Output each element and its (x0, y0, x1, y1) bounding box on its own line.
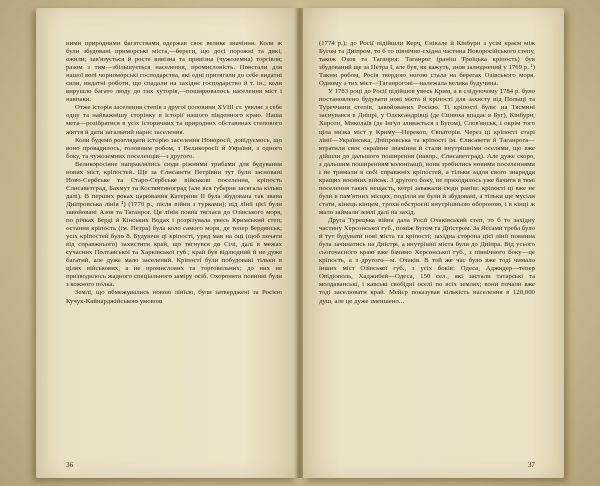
left-page-number: 36 (66, 461, 73, 469)
paragraph: У 1783 році до Росії підійшов увесь Крим, а в слідуючому 1784 р. було постановлено будувати нові міста й кріпості для захисту від Польщі та Туреччини степів, завойованих Росією. Ті кріпості були: на Тясмині заснувався в Дніпрі, у Олександрівці (де Синюха впадає в Буг), Кінбурн, Херсон, Миколаїв (де Інгул зливається з Бугом), Слов'янськ, і окрім того ціла низка міст у Криму—Перекоп, Євпаторія. Через ці кріпості старі лінії—Українська, Дніпровська та кріпості ім. Єлисавети й Таганрога—втратили своє окраїнне значіння й стали внутрішніми оселями, що вже дійшли до дальшого поширення (навпр., Єлисаветград). Але дуже скоро, з дальшим поширенням колонізації, вони зробились новими поселеннями і не тримали в собі справжніх кріпостей, а тільки задля свого знаряддя кращих воєнних військ. З другого боку, не приходилось уже бачити в тямі поселення таких нещасть, котрі заважали сюди раніш: кріпості ці вже не були в пам'ятних місцях, поділля не були й збудовані, а тільки ще мусіли стати, кінець кінцем, трохи обстроєні внутрішньою обороною, і в кінці ж мало займали землі далі на захід. (319, 88, 535, 216)
paragraph: ними природними багатствами одержав своє велике значіння. Коли ж були збудовані приморські міста,—береги, що досі порожні та дикі, ожили; зав'язується й росте вивізна та привізна (чужоземна) торгівля; разом з тим—збільшується населення, промисловість. Повстали для нашої волі чорноморські господарства, які одні притягали до себе видатні сили, видатні роботи, що спадали на західнє господарство й т. ін.; коли вирушло багато люду до тих хуторів,—поширювалось населення міст і навпаки. (66, 40, 282, 104)
paragraph: Друга Турецька війна дала Росії Очаківський степ, то б то західну частину Херсонської губ., поміж Бугом та Дністром. За Яссами треба було й тут будувати нові міста та кріпості; західна сторона цієї лінії повинна була зачинатись на Дністрі, а внутрішні міста були до Дніпра. Від усього сьогочасного краю вже бачимо Херсонської губ., з північного боку—це кріпость, а з другого—м. Очаків. В той же час було вже тоді чимало інших міст Озівської губ., з усіх боків: Одеса, Аджидер—тепер Овідіополь, Хаджибей—Одеса, 150 сел., які застали татарські та молдаванські, і кавські свобідні оселі по всіх землях; вони почали вже тоді заселювати край. Мейєр показував кількість населення в 120,000 душ, але це дуже зменшено... (319, 217, 535, 305)
paragraph: Коли будемо розглядати історію заселення Новоросії, довідуємось, що воно провадилось, головним робом, з Великоросії й України, з одного боку, та чужоземних поселенців—з другого. (66, 136, 282, 160)
paragraph: Землі, що обмежувались новою лінією, були затверджені за Росією Кучук-Кайнарджійською умовою (66, 289, 282, 305)
right-page-number: 37 (528, 461, 535, 469)
right-page-text (319, 40, 535, 452)
left-page-text (66, 40, 282, 452)
paragraph: Великоросіяне направлялись сюди ріжними трибами для будування нових міст, кріпостей. Ще за Єлисавети Петрівни тут були засновані Ново-Сербське та Старо-Сербське військові поселення, кріпость Єлисаветград, Бахмут та Костянтиноград (але вся ґуберня засягала кілько далі). В перших роках царювання Катерини II була збудована так звана Дніпровська лінія ¹) (1770 р., після війни з турками); від лінії цієї були завойовані Азов та Таганрог. Ця лінія повна тяглася до Озівського моря, по річках Берді й Кінських Водах і розрізувала увесь Кримський степ; остання кріпость (ім. Петра) була коло самого моря, де тепер Бердянськ; усіх кріпостей було 8. Будуючи ці кріпості, уряд мав на оці (щоб почати від справжнього) захистити край, що тягнувся до Січі, далі в межах сучасних Полтавської та Харківської губ.; край був відлюдний й не дуже багатий, але дуже мало заселений. Кріпості були побудовані тільки в цілях військових, а не промислових та торговельних; до них не призводилось жадного спеціального заміру осіб. Охороняти повинні були з кожного полка. (66, 160, 282, 289)
right-page (303, 8, 564, 478)
paragraph: Отже історія заселення степів з другої половини XVIII ст. уявляє з себе одну та найважнішу сторінку в історії нашого південного краю. Наша мета—розібратися в усіх історичних та природних обставинах степового життя й дати загальний нарис заселення. (66, 104, 282, 136)
left-page (36, 8, 297, 478)
paragraph: (1774 р.); до Росії підійшли Керч, Єнікале й Кінбурн з усім краєм між Бугом та Дніпром, то б то північно-східна частина Новоросійського степу, також Озов та Таганрог. Таганрог (раніш Троїцька кріпость) був збудований ще за Петра І, але був, як кажуть, знов залюднений у 1769 р. ¹) Таким робом, Росія твердою ногою стала на берегах Озівського моря. Одному з тих міст—Таганрогові—належала велика будучина. (319, 40, 535, 88)
